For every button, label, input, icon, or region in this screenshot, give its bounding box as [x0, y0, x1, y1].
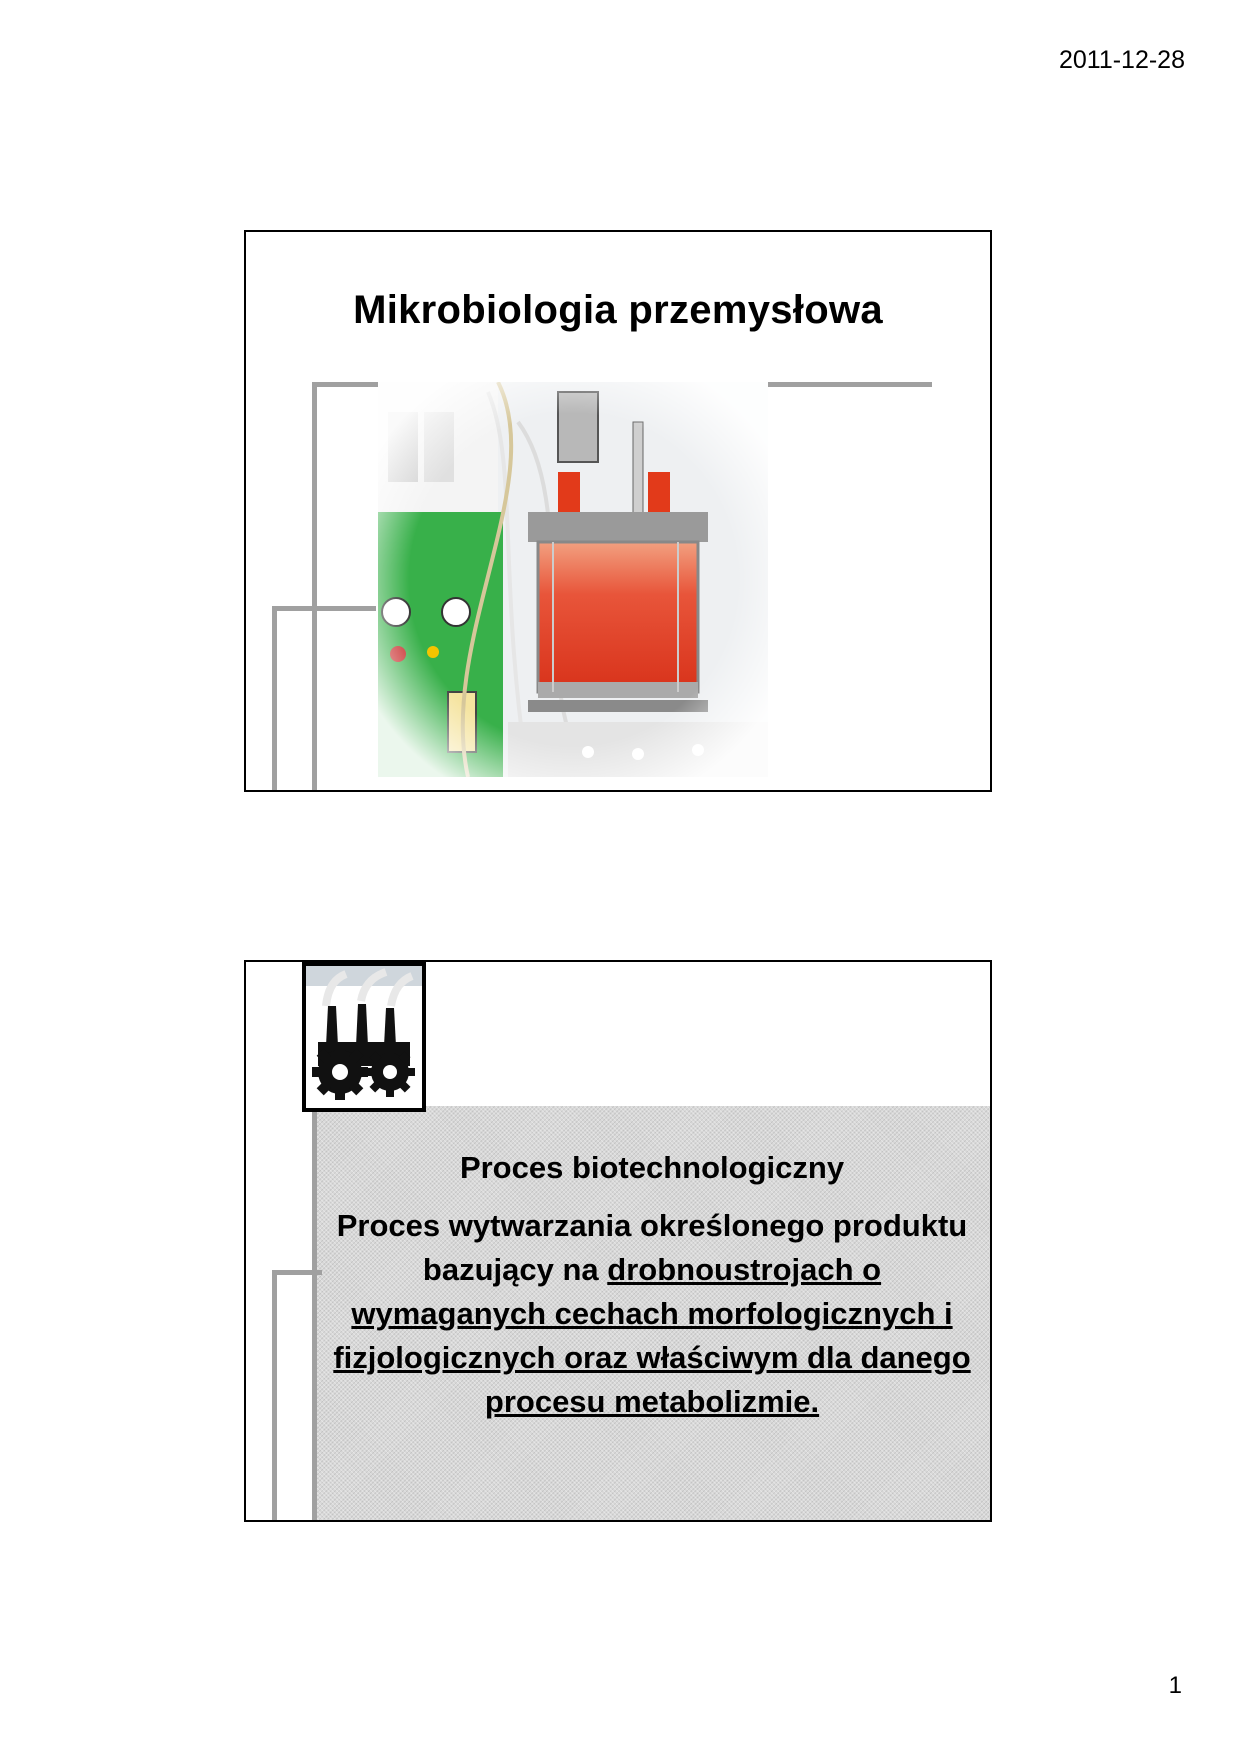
decor-line-mid — [272, 1270, 322, 1275]
page-date: 2011-12-28 — [1058, 46, 1185, 74]
process-heading: Proces biotechnologiczny — [459, 1150, 845, 1185]
bioreactor-photo — [378, 382, 768, 777]
slide-2 — [244, 960, 992, 1522]
slide-title: Mikrobiologia przemysłowa — [353, 288, 883, 332]
gear-left — [312, 1044, 368, 1100]
decor-line-mid — [272, 606, 376, 611]
definition-plain-text: Proces wytwarzania określonego produktu bazujący na — [336, 1208, 968, 1287]
definition-panel — [312, 1106, 992, 1522]
gear-right — [365, 1047, 415, 1097]
decor-line-vert-outer — [272, 1270, 277, 1522]
slide-1 — [244, 230, 992, 792]
decor-line-vert-inner — [312, 382, 317, 792]
decor-line-inner — [312, 1106, 317, 1522]
process-definition — [322, 1204, 982, 1424]
factory-icon-box — [302, 962, 426, 1112]
decor-line-vert-outer — [272, 606, 277, 792]
page-number: 1 — [1168, 1672, 1182, 1699]
factory-gears-icon — [306, 966, 422, 1108]
definition-underlined-text: drobnoustrojach o wymaganych cechach morfologicznych i fizjologicznych oraz właściwym dla danego procesu metabolizmie. — [333, 1252, 971, 1419]
